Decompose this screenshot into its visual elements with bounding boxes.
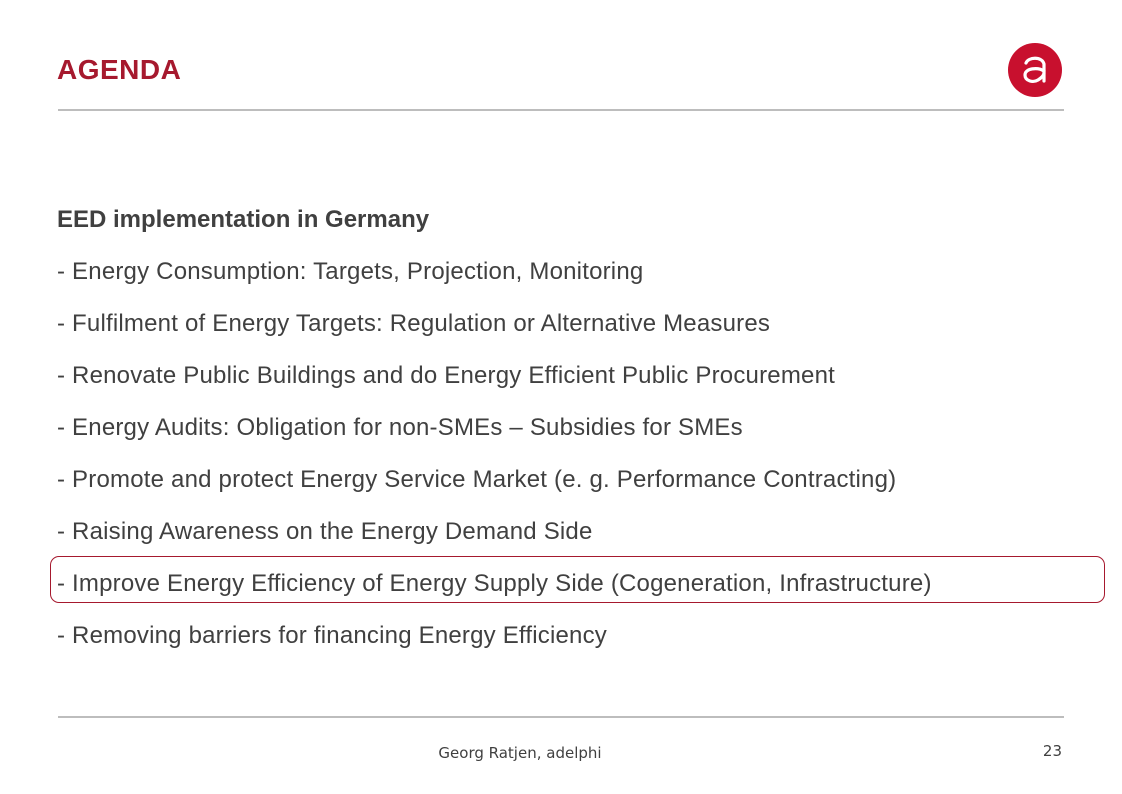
agenda-item: - Energy Audits: Obligation for non-SMEs – Subsidies for SMEs [57,414,743,441]
agenda-item: - Fulfilment of Energy Targets: Regulation or Alternative Measures [57,310,771,337]
agenda-item-highlighted: - Improve Energy Efficiency of Energy Supply Side (Cogeneration, Infrastructure) [57,570,932,597]
agenda-item: - Raising Awareness on the Energy Demand Side [57,518,593,545]
slide-title: AGENDA [57,54,182,85]
adelphi-logo-icon [1008,43,1062,97]
agenda-item: - Promote and protect Energy Service Market (e. g. Performance Contracting) [57,466,897,493]
agenda-item: - Renovate Public Buildings and do Energy Efficient Public Procurement [57,362,835,389]
agenda-heading: EED implementation in Germany [57,206,430,233]
top-divider [58,109,1064,111]
page-number: 23 [1042,742,1062,760]
agenda-item: - Energy Consumption: Targets, Projection, Monitoring [57,258,644,285]
highlight-frame [50,556,1105,603]
agenda-item: - Removing barriers for financing Energy Efficiency [57,622,607,649]
footer-author: Georg Ratjen, adelphi [438,744,602,762]
bottom-divider [58,716,1064,718]
